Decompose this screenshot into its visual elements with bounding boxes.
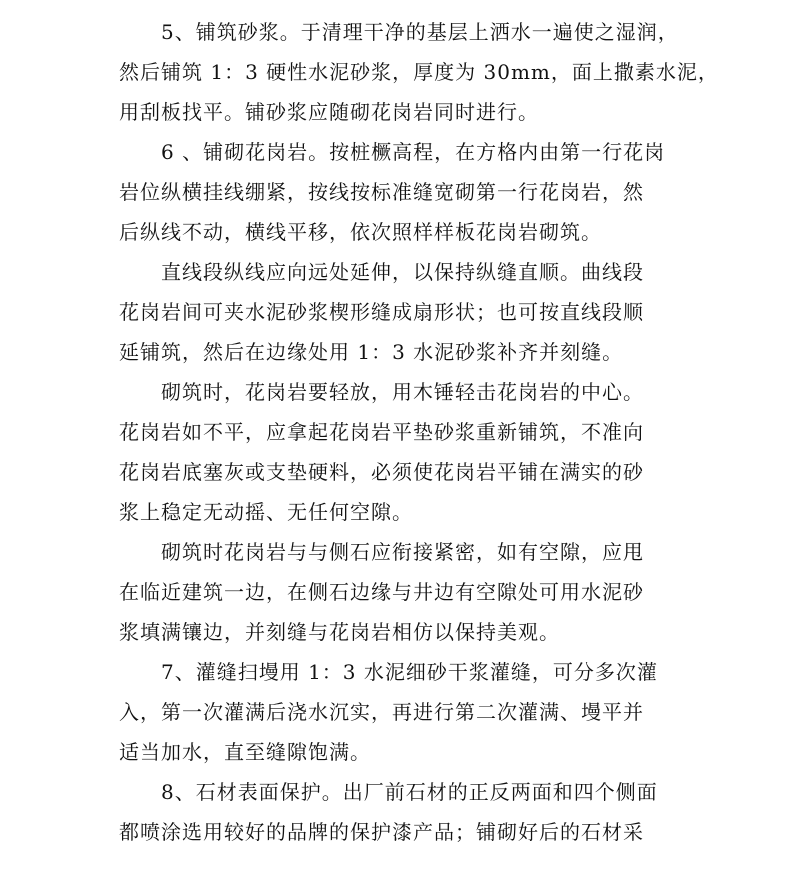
text-line: 延铺筑，然后在边缘处用 1：3 水泥砂浆补齐并刻缝。 [119, 340, 624, 364]
text-line: 砌筑时花岗岩与与侧石应衔接紧密，如有空隙，应甩 [161, 540, 644, 564]
document-body [119, 12, 719, 852]
paragraph-step-5 [119, 12, 719, 132]
text-line: 6 、铺砌花岗岩。按桩橛高程，在方格内由第一行花岗 [161, 140, 666, 164]
paragraph-step-6 [119, 132, 675, 252]
text-line: 花岗岩间可夹水泥砂浆楔形缝成扇形状；也可按直线段顺 [119, 300, 644, 324]
text-line: 岩位纵横挂线绷紧，按线按标准缝宽砌第一行花岗岩，然 [119, 180, 644, 204]
paragraph-step-7 [119, 652, 675, 772]
text-line: 浆填满镶边，并刻缝与花岗岩相仿以保持美观。 [119, 620, 560, 644]
text-line: 适当加水，直至缝隙饱满。 [119, 740, 371, 764]
text-line: 然后铺筑 1：3 硬性水泥砂浆，厚度为 30mm，面上撒素水泥， [119, 60, 719, 84]
text-line: 入，第一次灌满后浇水沉实，再进行第二次灌满、墁平并 [119, 700, 644, 724]
text-line: 7、灌缝扫墁用 1：3 水泥细砂干浆灌缝，可分多次灌 [161, 660, 658, 684]
text-line: 砌筑时，花岗岩要轻放，用木锤轻击花岗岩的中心。 [161, 380, 644, 404]
text-line: 花岗岩底塞灰或支垫硬料，必须使花岗岩平铺在满实的砂 [119, 460, 644, 484]
paragraph-step-8 [119, 772, 675, 852]
text-line: 5、铺筑砂浆。于清理干净的基层上洒水一遍使之湿润， [161, 20, 679, 44]
paragraph-straight-section [119, 252, 675, 372]
text-line: 都喷涂选用较好的品牌的保护漆产品；铺砌好后的石材采 [119, 820, 644, 844]
text-line: 浆上稳定无动摇、无任何空隙。 [119, 500, 413, 524]
text-line: 用刮板找平。铺砂浆应随砌花岗岩同时进行。 [119, 100, 539, 124]
text-line: 后纵线不动，横线平移，依次照样样板花岗岩砌筑。 [119, 220, 602, 244]
paragraph-curb-joint [119, 532, 675, 652]
text-line: 在临近建筑一边，在侧石边缘与井边有空隙处可用水泥砂 [119, 580, 644, 604]
paragraph-laying-care [119, 372, 675, 532]
text-line: 直线段纵线应向远处延伸，以保持纵缝直顺。曲线段 [161, 260, 644, 284]
text-line: 花岗岩如不平，应拿起花岗岩平垫砂浆重新铺筑，不准向 [119, 420, 644, 444]
text-line: 8、石材表面保护。出厂前石材的正反两面和四个侧面 [161, 780, 658, 804]
